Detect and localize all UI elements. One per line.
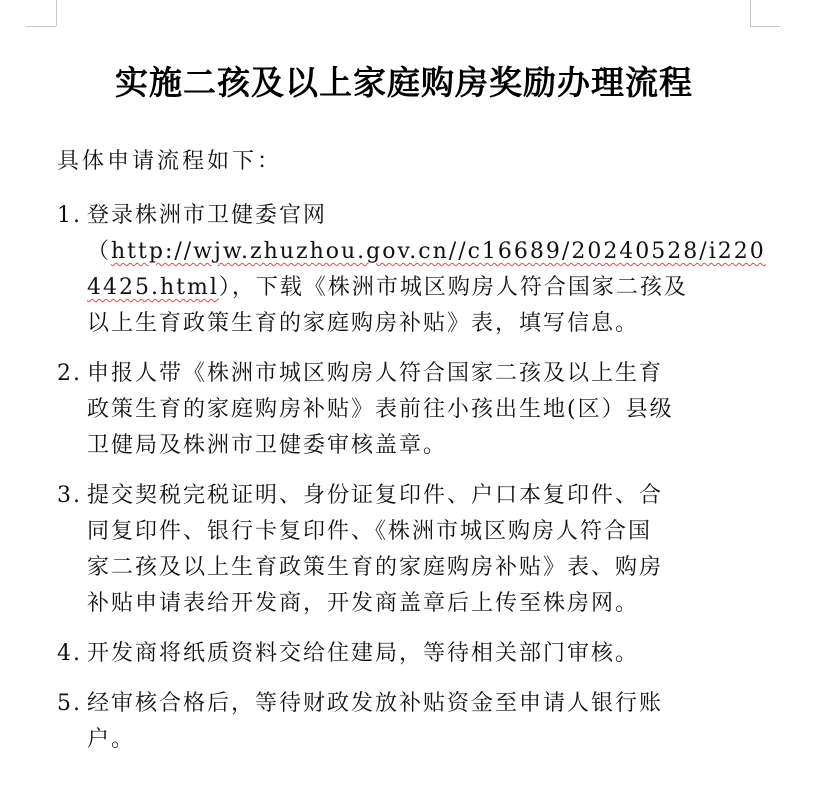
step-1 [57, 198, 766, 342]
step-line: 政策生育的家庭购房补贴》表前往小孩出生地(区）县级 [87, 397, 674, 422]
step-line: 登录株洲市卫健委官网 [87, 203, 328, 228]
step-3 [57, 478, 747, 622]
step-4 [57, 636, 747, 672]
step-2 [57, 356, 747, 464]
crop-mark-horizontal [750, 26, 780, 27]
step-line: 以上生育政策生育的家庭购房补贴》表，填写信息。 [87, 311, 640, 336]
step-number: 5. [57, 691, 82, 716]
step-line-with-url: 4425.html），下载《株洲市城区购房人符合国家二孩及 [87, 275, 688, 300]
crop-mark-vertical [750, 0, 751, 26]
step-number: 4. [57, 641, 82, 666]
step-line: 卫健局及株洲市卫健委审核盖章。 [87, 433, 448, 458]
step-line: 同复印件、银行卡复印件、《株洲市城区购房人符合国 [87, 519, 653, 544]
step-number: 3. [57, 483, 82, 508]
step-line: 家二孩及以上生育政策生育的家庭购房补贴》表、购房 [87, 555, 664, 580]
step-line: 补贴申请表给开发商，开发商盖章后上传至株房网。 [87, 591, 640, 616]
intro-text: 具体申请流程如下： [57, 149, 283, 174]
step-line: 申报人带《株洲市城区购房人符合国家二孩及以上生育 [87, 361, 664, 386]
step-line: 经审核合格后，等待财政发放补贴资金至申请人银行账 [87, 691, 664, 716]
step-number: 1. [57, 203, 82, 228]
step-line-with-url: （http://wjw.zhuzhou.gov.cn//c16689/20240528/i220 [87, 239, 766, 264]
url-link[interactable]: 4425.html [87, 275, 219, 300]
step-5 [57, 686, 747, 758]
page-title: 实施二孩及以上家庭购房奖励办理流程 [115, 63, 693, 103]
step-line: 开发商将纸质资料交给住建局，等待相关部门审核。 [87, 641, 640, 666]
crop-mark-horizontal [26, 26, 56, 27]
step-line: 提交契税完税证明、身份证复印件、户口本复印件、合 [87, 483, 664, 508]
step-line: 户。 [87, 727, 136, 752]
step-number: 2. [57, 361, 82, 386]
crop-mark-vertical [56, 0, 57, 26]
url-link[interactable]: http://wjw.zhuzhou.gov.cn//c16689/20240528/i220 [111, 239, 766, 264]
process-steps-list [57, 198, 766, 772]
